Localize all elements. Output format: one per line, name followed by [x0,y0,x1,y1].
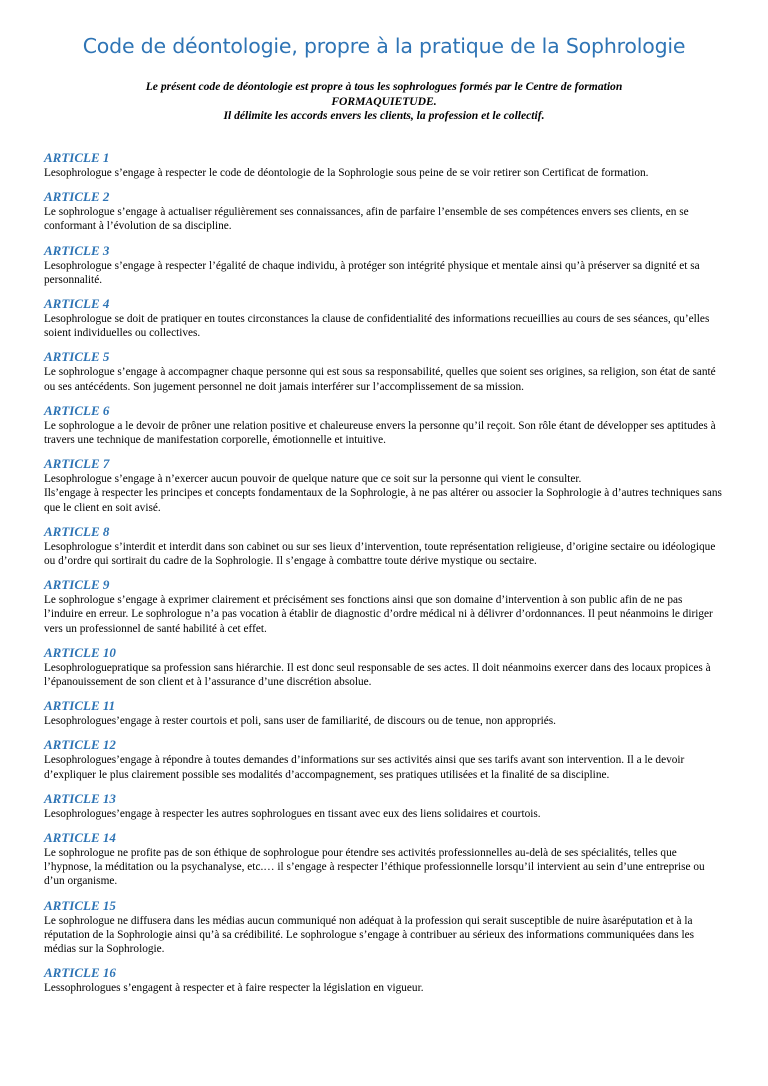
article-heading: ARTICLE 11 [44,698,116,714]
article-section [44,965,724,995]
articles-list [44,150,724,1005]
article-body [44,205,724,233]
page-title: Code de déontologie, propre à la pratique de la Sophrologie [82,34,686,58]
article-paragraph: Le sophrologue s’engage à exprimer clairement et précisément ses fonctions ainsi que son domaine d’intervention à son public afin de ne pas l’induire en erreur. Le sophrologue n’a pas vocation à établir de diagnostic d’ordre médical ni à délivrer d’ordonnances. Il peut néanmoins le diriger vers un professionnel de santé habilité à cet effet. [44,594,713,635]
article-section [44,403,724,447]
article-heading: ARTICLE 12 [44,737,116,753]
article-paragraph: Le sophrologue ne profite pas de son éthique de sophrologue pour étendre ses activités professionnelles au-delà de ses spécialités, telles que l’hypnose, la méditation ou la psychanalyse, etc.… il s’engage à respecter l’éthique professionnelle lorsqu’il intervient au sein d’une entreprise ou d’un organisme. [44,847,705,888]
article-paragraph: Lesophrologue s’engage à respecter le code de déontologie de la Sophrologie sous peine de se voir retirer son Certificat de formation. [44,167,649,179]
article-paragraph: Lessophrologues s’engagent à respecter et à faire respecter la législation en vigueur. [44,982,424,995]
article-heading: ARTICLE 7 [44,456,110,472]
article-section [44,898,724,957]
article-body [44,593,724,636]
article-section [44,791,724,821]
article-body [44,259,724,287]
article-body [44,540,724,568]
article-paragraph: Ils’engage à respecter les principes et concepts fondamentaux de la Sophrologie, à ne pas altérer ou associer la Sophrologie à d’autres techniques sans que le client en soit avisé. [44,487,722,514]
article-heading: ARTICLE 14 [44,830,116,846]
article-heading: ARTICLE 2 [44,189,110,205]
article-section [44,645,724,689]
article-heading: ARTICLE 10 [44,644,116,660]
article-paragraph: Le sophrologue a le devoir de prôner une relation positive et chaleureuse envers la personne qu’il reçoit. Son rôle étant de développer ses aptitudes à travers une technique de manifestation corporelle, émotionnelle et intuitive. [44,419,716,447]
article-section [44,698,724,728]
intro-line-1: Le présent code de déontologie est propre à tous les sophrologues formés par le Centre de formation [145,80,623,93]
article-heading: ARTICLE 8 [44,523,110,539]
intro-line-3: Il délimite les accords envers les clients, la profession et le collectif. [223,109,545,122]
article-body [44,661,724,689]
article-paragraph: Lesophrologue s’engage à n’exercer aucun pouvoir de quelque nature que ce soit sur la personne qui vient le consulter. [44,473,582,486]
article-paragraph: Le sophrologue s’engage à actualiser régulièrement ses connaissances, afin de parfaire l’ensemble de ses compétences envers ses clients, en se conformant à l’évolution de sa discipline. [44,206,689,233]
intro-text [110,80,658,124]
article-body [44,753,724,781]
article-body [44,807,724,821]
intro-line-2: FORMAQUIETUDE. [331,94,437,108]
article-body [44,914,724,957]
article-paragraph: Lesophrologuepratique sa profession sans hiérarchie. Il est donc seul responsable de ses actes. Il doit néanmoins exercer dans des locaux propices à l’épanouissement de son client et à l’assurance d’une discrétion absolue. [44,661,711,689]
article-body [44,419,724,447]
article-heading: ARTICLE 16 [44,965,116,981]
article-heading: ARTICLE 15 [44,897,116,913]
article-heading: ARTICLE 3 [44,242,110,258]
article-heading: ARTICLE 9 [44,577,110,593]
article-paragraph: Le sophrologue s’engage à accompagner chaque personne qui est sous sa responsabilité, quelles que soient ses origines, sa religion, son état de santé ou ses antécédents. Son jugement personnel ne doit jamais interférer sur l’accomplissement de sa mission. [44,366,716,393]
article-heading: ARTICLE 13 [44,790,116,806]
article-section [44,737,724,781]
article-body [44,981,724,995]
article-paragraph: Lesophrologues’engage à respecter les autres sophrologues en tissant avec eux des liens solidaires et courtois. [44,807,541,820]
article-paragraph: Le sophrologue ne diffusera dans les médias aucun communiqué non adéquat à la profession qui serait susceptible de nuire àsaréputation et à la réputation de la Sophrologie ainsi qu’à sa crédibilité. Le sophrologue s’engage à contribuer au sérieux des informations communiquées dans les médias sur la Sophrologie. [44,914,695,956]
article-paragraph: Lesophrologues’engage à répondre à toutes demandes d’informations sur ses activités ainsi que ses tarifs avant son intervention. Il a le devoir d’expliquer le plus clairement possible ses modalités d’accompagnement, ses pratiques utilisées et la finalité de sa discipline. [44,754,685,781]
article-section [44,524,724,568]
article-section [44,456,724,515]
article-body [44,312,724,340]
article-section [44,349,724,393]
article-body [44,365,724,393]
article-body [44,846,724,889]
article-section [44,577,724,636]
article-section [44,150,724,180]
article-heading: ARTICLE 4 [44,296,110,312]
article-section [44,243,724,287]
article-body [44,714,724,728]
article-paragraph: Lesophrologue se doit de pratiquer en toutes circonstances la clause de confidentialité des informations recueillies au cours de ses séances, qu’elles soient individuelles ou collectives. [44,313,710,340]
article-paragraph: Lesophrologue s’interdit et interdit dans son cabinet ou sur ses lieux d’intervention, toute représentation religieuse, d’origine sectaire ou idéologique ou d’ordre qui sortirait du cadre de la Sophrologie. Il s’engage à combattre toute dérive mystique ou sectaire. [44,540,716,568]
article-body [44,472,724,515]
article-heading: ARTICLE 1 [44,150,110,165]
article-heading: ARTICLE 6 [44,402,110,418]
article-paragraph: Lesophrologues’engage à rester courtois et poli, sans user de familiarité, de discours ou de tenue, non appropriés. [44,715,556,728]
article-section [44,296,724,340]
article-heading: ARTICLE 5 [44,349,110,365]
article-paragraph: Lesophrologue s’engage à respecter l’égalité de chaque individu, à protéger son intégrité physique et mentale ainsi qu’à préserver sa dignité et sa personnalité. [44,259,700,286]
article-section [44,189,724,233]
article-body [44,166,724,180]
article-section [44,830,724,889]
